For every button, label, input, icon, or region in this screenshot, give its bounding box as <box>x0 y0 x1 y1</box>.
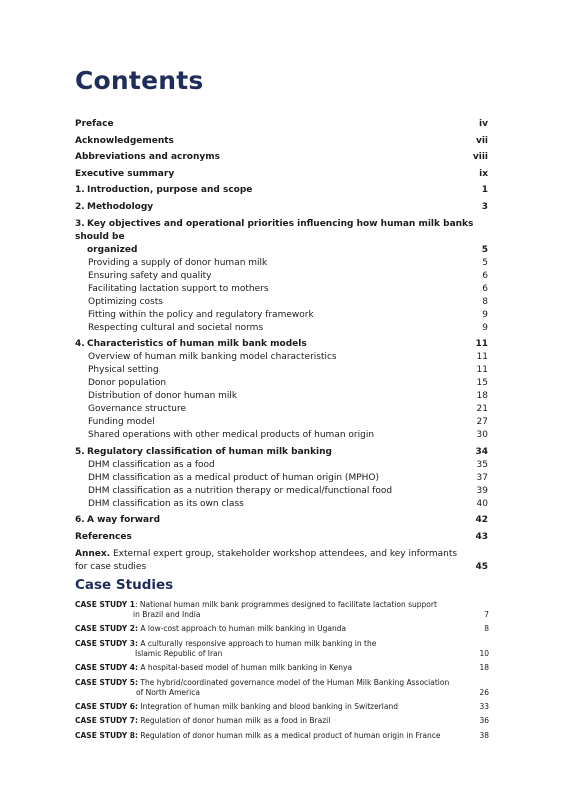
toc-subentry-page: 9 <box>482 322 488 333</box>
case-study-entry[interactable] <box>75 663 489 673</box>
toc-entry-chapter-5[interactable] <box>75 446 488 459</box>
toc-subentry-page: 11 <box>476 365 488 376</box>
case-study-title-line1: A culturally responsive approach to human milk banking in the <box>140 638 377 648</box>
case-study-page: 33 <box>479 701 489 711</box>
toc-subentry-label: Distribution of donor human milk <box>88 391 238 402</box>
toc-entry-executive-summary[interactable] <box>75 168 488 181</box>
toc-entry-label-line2: for case studies <box>75 561 147 572</box>
case-study-label: CASE STUDY 8: <box>75 730 138 740</box>
toc-subentry[interactable] <box>75 257 488 270</box>
toc-entry-chapter-1[interactable] <box>75 184 488 197</box>
case-study-title-line2: of North America <box>136 687 200 697</box>
case-study-page: 36 <box>479 716 489 726</box>
chapter-number: 2. <box>75 201 85 212</box>
toc-subentry-label: Optimizing costs <box>88 296 163 307</box>
chapter-number: 4. <box>75 339 85 350</box>
case-study-page: 26 <box>479 687 489 697</box>
toc-entry-references[interactable] <box>75 531 488 544</box>
toc-entry-label: Introduction, purpose and scope <box>87 185 253 196</box>
case-study-entry[interactable] <box>75 731 489 741</box>
toc-subentry[interactable] <box>75 485 488 498</box>
toc-subentry-page: 5 <box>482 257 488 268</box>
toc-subentry-page: 9 <box>482 309 488 320</box>
toc-subentry-page: 35 <box>476 459 488 470</box>
toc-entry-label: References <box>75 531 132 542</box>
toc-entry-label: Methodology <box>87 201 154 212</box>
toc-entry-chapter-2[interactable] <box>75 201 488 214</box>
toc-entry-page: vii <box>475 135 488 146</box>
annex-label: Annex. <box>75 548 111 559</box>
toc-subentry[interactable] <box>75 390 488 403</box>
case-study-separator: : <box>135 600 138 609</box>
toc-subentry-label: DHM classification as a medical product of human origin (MPHO) <box>88 472 380 483</box>
case-study-label: CASE STUDY 2: <box>75 624 138 634</box>
table-of-contents <box>75 118 488 574</box>
toc-entry-acknowledgements[interactable] <box>75 135 488 148</box>
toc-entry-page: ix <box>479 168 488 179</box>
toc-entry-label: Executive summary <box>75 168 175 179</box>
toc-subentry-page: 27 <box>476 417 488 428</box>
toc-entry-label-line1: External expert group, stakeholder workshop attendees, and key informants <box>112 548 458 559</box>
toc-subentry-label: DHM classification as its own class <box>88 498 244 509</box>
case-study-title-line1: A hospital-based model of human milk banking in Kenya <box>140 663 353 673</box>
toc-subentry-page: 11 <box>476 352 488 363</box>
case-study-title-line1: A low-cost approach to human milk banking in Uganda <box>140 624 347 634</box>
toc-subentry-page: 15 <box>476 378 488 389</box>
toc-subentry-label: Respecting cultural and societal norms <box>88 322 264 333</box>
toc-subentry[interactable] <box>75 416 488 429</box>
toc-entry-page: 5 <box>481 244 488 255</box>
case-study-label: CASE STUDY 7: <box>75 716 138 726</box>
case-study-entry[interactable] <box>75 639 489 659</box>
toc-subentry[interactable] <box>75 309 488 322</box>
chapter-number: 1. <box>75 185 85 196</box>
toc-subentry[interactable] <box>75 472 488 485</box>
toc-subentry-page: 21 <box>476 404 488 415</box>
toc-subentry-page: 6 <box>482 270 488 281</box>
toc-subentry-page: 30 <box>476 430 488 441</box>
toc-subentry-page: 37 <box>476 472 488 483</box>
toc-subentry-page: 18 <box>476 391 488 402</box>
toc-subentry[interactable] <box>75 377 488 390</box>
case-studies-heading: Case Studies <box>75 577 174 593</box>
case-study-entry[interactable] <box>75 600 489 620</box>
toc-entry-page: 34 <box>475 446 488 457</box>
case-study-title-line1: The hybrid/coordinated governance model of the Human Milk Banking Association <box>140 677 450 687</box>
toc-subentry[interactable] <box>75 351 488 364</box>
case-study-label: CASE STUDY 5: <box>75 677 138 687</box>
toc-subentry-label: Ensuring safety and quality <box>88 270 212 281</box>
toc-subentry-label: Overview of human milk banking model characteristics <box>88 352 337 363</box>
toc-entry-page: 1 <box>481 185 488 196</box>
toc-subentry-label: Shared operations with other medical products of human origin <box>88 430 375 441</box>
toc-subentry-page: 40 <box>476 498 488 509</box>
toc-entry-label: Abbreviations and acronyms <box>75 152 220 163</box>
toc-entry-label: Acknowledgements <box>75 135 174 146</box>
toc-subentry[interactable] <box>75 296 488 309</box>
toc-entry-chapter-3[interactable] <box>75 218 488 257</box>
case-study-label: CASE STUDY 4: <box>75 663 138 673</box>
toc-subentry-page: 6 <box>482 283 488 294</box>
case-study-label: CASE STUDY 1 <box>75 600 135 609</box>
toc-subentry[interactable] <box>75 322 488 335</box>
toc-subentry[interactable] <box>75 498 488 511</box>
toc-entry-preface[interactable] <box>75 118 488 131</box>
case-study-page: 10 <box>479 648 489 658</box>
page-title: Contents <box>75 66 204 95</box>
toc-subentry-page: 8 <box>482 296 488 307</box>
toc-entry-chapter-4[interactable] <box>75 338 488 351</box>
toc-entry-page: iv <box>479 119 488 129</box>
toc-entry-page: 42 <box>475 515 488 526</box>
chapter-number: 3. <box>75 218 85 229</box>
toc-entry-abbreviations[interactable] <box>75 151 488 164</box>
toc-entry-label-line2: organized <box>87 244 138 255</box>
toc-subentry[interactable] <box>75 459 488 472</box>
case-study-page: 8 <box>484 624 489 634</box>
case-study-page: 7 <box>484 610 489 619</box>
case-study-title-line2: Islamic Republic of Iran <box>135 648 223 658</box>
toc-subentry-label: Governance structure <box>88 404 186 415</box>
case-study-title-line1: Regulation of donor human milk as a medical product of human origin in France <box>140 730 441 740</box>
toc-subentry[interactable] <box>75 403 488 416</box>
toc-subentry-label: Donor population <box>88 378 167 389</box>
chapter-number: 6. <box>75 515 85 526</box>
toc-entry-page: viii <box>472 152 488 163</box>
toc-subentry[interactable] <box>75 270 488 283</box>
case-study-label: CASE STUDY 3: <box>75 638 138 648</box>
case-study-entry[interactable] <box>75 702 489 712</box>
case-study-page: 38 <box>479 730 489 740</box>
toc-subentry-label: Physical setting <box>88 365 159 376</box>
toc-entry-annex[interactable] <box>75 548 488 574</box>
toc-subentry-label: Funding model <box>88 417 155 428</box>
case-study-title-line1: National human milk bank programmes designed to facilitate lactation support <box>139 600 437 609</box>
case-study-entry[interactable] <box>75 716 489 726</box>
toc-entry-page: 11 <box>475 339 488 350</box>
toc-entry-page: 3 <box>481 201 488 212</box>
toc-subentry[interactable] <box>75 364 488 377</box>
toc-entry-chapter-6[interactable] <box>75 514 488 527</box>
case-study-entry[interactable] <box>75 624 489 634</box>
case-study-page: 18 <box>479 663 489 673</box>
case-study-title-line1: Integration of human milk banking and blood banking in Switzerland <box>140 701 398 711</box>
toc-entry-label-line1: Key objectives and operational priorities influencing how human milk banks should be <box>75 218 474 242</box>
toc-subentry[interactable] <box>75 283 488 296</box>
toc-subentry-page: 39 <box>476 485 488 496</box>
toc-subentry-label: DHM classification as a food <box>88 459 215 470</box>
case-studies-list <box>75 600 489 741</box>
toc-entry-label: A way forward <box>87 515 161 526</box>
toc-subentry-label: Fitting within the policy and regulatory framework <box>88 309 314 320</box>
case-study-title-line1: Regulation of donor human milk as a food in Brazil <box>140 716 331 726</box>
toc-entry-label: Regulatory classification of human milk banking <box>87 446 332 457</box>
case-study-title-line2: in Brazil and India <box>133 610 201 619</box>
toc-entry-label: Characteristics of human milk bank models <box>87 339 307 350</box>
toc-subentry[interactable] <box>75 429 488 442</box>
toc-entry-page: 45 <box>475 561 488 572</box>
case-study-label: CASE STUDY 6: <box>75 701 138 711</box>
chapter-number: 5. <box>75 446 85 457</box>
toc-subentry-label: Facilitating lactation support to mothers <box>88 283 269 294</box>
toc-subentry-label: DHM classification as a nutrition therapy or medical/functional food <box>88 485 393 496</box>
toc-entry-page: 43 <box>475 531 488 542</box>
toc-subentry-label: Providing a supply of donor human milk <box>88 257 268 268</box>
toc-entry-label: Preface <box>75 119 114 129</box>
case-study-entry[interactable] <box>75 678 489 698</box>
